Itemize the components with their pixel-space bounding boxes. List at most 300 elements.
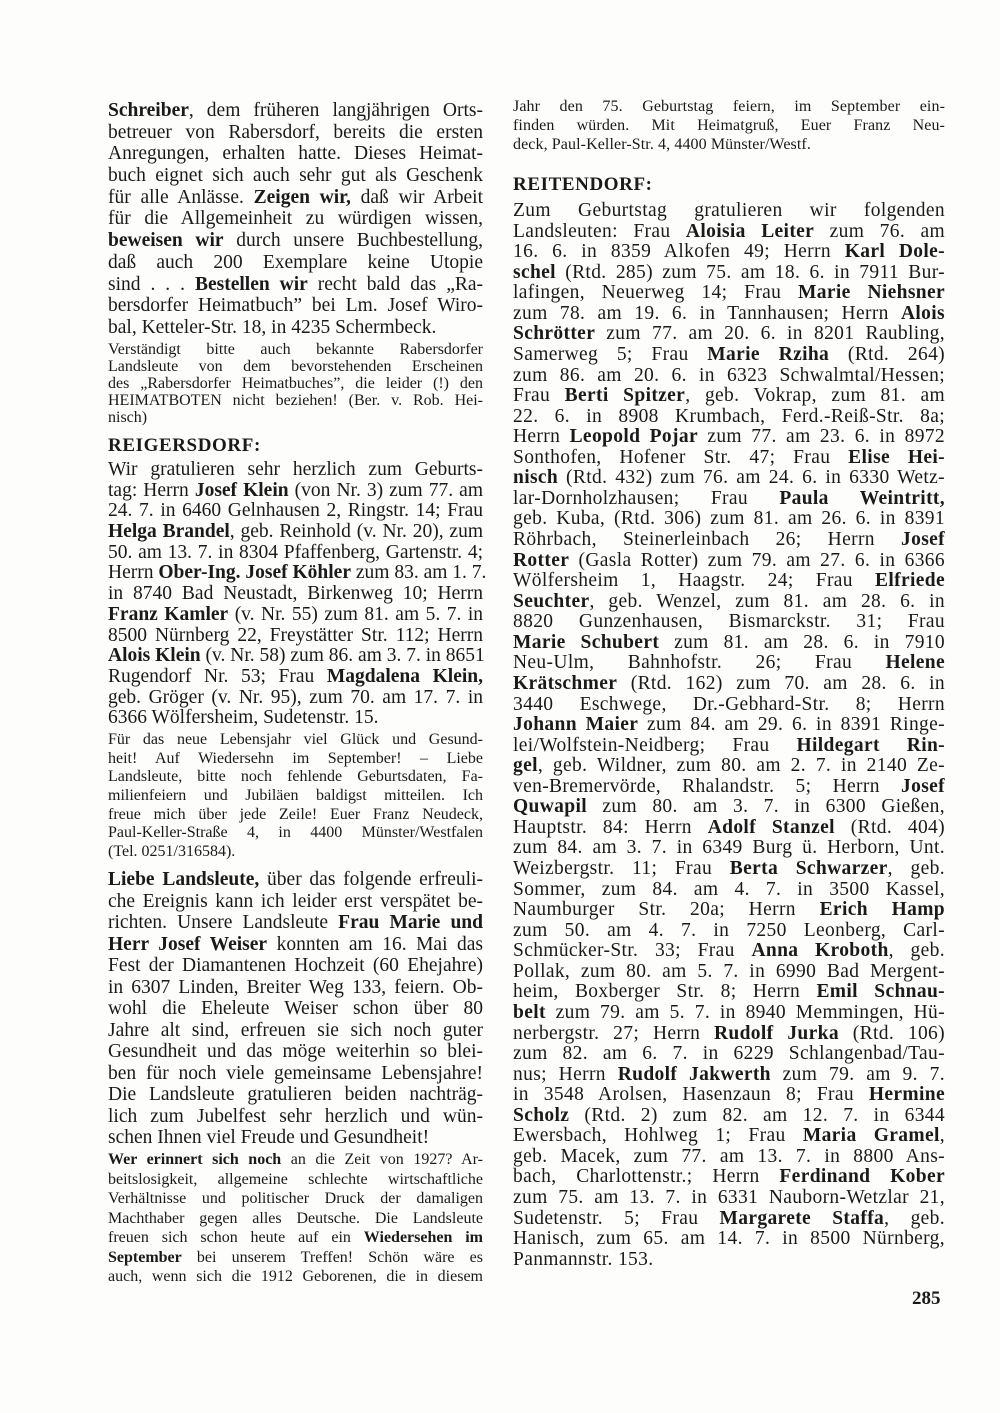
text-line xyxy=(108,1020,483,1042)
text-run: Frau xyxy=(513,385,565,407)
text-run: Jahr den 75. Geburtstag feiern, im September ein- xyxy=(513,98,945,115)
text-run: Sudetenstr. 5; Frau xyxy=(513,1207,720,1229)
text-line xyxy=(513,324,945,345)
text-line xyxy=(108,501,483,522)
text-line xyxy=(108,912,483,934)
section-heading xyxy=(513,173,945,197)
bold-name: Marie Niehsner xyxy=(798,282,945,304)
text-run: Landsleute, bitte noch fehlende Geburtsdaten, Fa- xyxy=(108,768,483,786)
bold-name: Karl Dole- xyxy=(844,241,946,263)
text-run: zum 79. am 5. 7. in 8940 Memmingen, Hü- xyxy=(545,1001,945,1023)
text-run: , geb. xyxy=(884,1207,945,1229)
text-line xyxy=(108,481,483,502)
text-line xyxy=(108,1267,483,1287)
text-run: zum 84. am 29. 6. in 8391 Ringe- xyxy=(638,714,945,736)
text-line xyxy=(513,468,945,489)
text-line xyxy=(513,1147,945,1168)
bold-name: Frau Marie und xyxy=(338,912,483,933)
text-run: in 3548 Arolsen, Hasenzaun 8; Frau xyxy=(513,1084,869,1106)
text-line xyxy=(513,97,945,116)
text-line xyxy=(513,921,945,942)
text-line xyxy=(108,998,483,1020)
text-line xyxy=(108,806,483,825)
text-run: richten. Unsere Landsleute xyxy=(108,912,339,933)
text-run: Zum Geburtstag gratulieren wir folgenden xyxy=(513,200,945,221)
text-line xyxy=(513,695,945,716)
text-run: Die Landsleute gratulieren beiden nachträg- xyxy=(108,1084,483,1105)
text-line xyxy=(108,375,483,392)
text-line xyxy=(108,295,483,317)
bold-name: Rotter xyxy=(513,549,570,571)
text-line xyxy=(513,982,945,1003)
text-line xyxy=(513,242,945,263)
text-run: 8820 Gunzenhausen, Bismarckstr. 31; Frau xyxy=(513,611,945,633)
text-line xyxy=(513,838,945,859)
text-line xyxy=(513,1250,945,1271)
text-line xyxy=(108,1209,483,1229)
text-run: Herrn xyxy=(108,562,159,584)
text-line xyxy=(108,1228,483,1248)
bold-name: Herr Josef Weiser xyxy=(108,933,268,955)
text-run: lei/Wolfstein-Neidberg; Frau xyxy=(513,734,797,756)
bold-name: Maria Gramel xyxy=(802,1125,940,1147)
text-run: schen Ihnen viel Freude und Gesundheit! xyxy=(108,1127,430,1148)
text-line xyxy=(108,934,483,956)
bold-name: Rudolf Jakwerth xyxy=(617,1063,771,1085)
text-line xyxy=(108,824,483,843)
text-line xyxy=(513,818,945,839)
text-run: ven-Bremervörde, Rhalandstr. 5; Herrn xyxy=(513,775,901,797)
text-run: zum 77. am 23. 6. in 8972 xyxy=(697,426,945,448)
bold-name: schel xyxy=(513,261,556,283)
text-run: , geb. Wenzel, zum 81. am 28. 6. in xyxy=(589,590,945,612)
text-run: ben für noch viele gemeinsame Lebensjahre! xyxy=(108,1062,483,1084)
text-line xyxy=(513,633,945,654)
text-run: des „Rabersdorfer Heimatbuches”, die leider (!) den xyxy=(108,375,483,392)
text-line xyxy=(513,1106,945,1127)
bold-name: Rudolf Jurka xyxy=(713,1022,839,1044)
text-run: für alle Anlässe. xyxy=(108,186,254,208)
bold-name: Magdalena Klein, xyxy=(326,665,484,687)
text-run: für die Allgemeinheit zu würdigen wissen, xyxy=(108,208,483,230)
text-line xyxy=(513,674,945,695)
text-line xyxy=(108,187,483,209)
text-line xyxy=(513,551,945,572)
text-run: , geb. xyxy=(887,858,945,879)
bold-name: gel xyxy=(513,755,538,777)
bold-name: Paula Weintritt, xyxy=(779,487,945,509)
text-run: Landsleute von dem bevorstehenden Erscheinen xyxy=(108,358,483,375)
bold-name: Helene xyxy=(885,652,945,674)
text-run: Anregungen, erhalten hatte. Dieses Heimat- xyxy=(108,143,483,165)
text-line xyxy=(108,165,483,187)
text-line xyxy=(513,427,945,448)
text-run: zum 50. am 4. 7. in 7250 Leonberg, Carl- xyxy=(513,919,945,941)
text-run: (Rtd. 264) xyxy=(829,343,946,365)
bold-name: Josef xyxy=(901,529,945,550)
text-line xyxy=(108,317,483,339)
text-run: bach, Charlottenstr.; Herrn xyxy=(513,1166,780,1188)
text-run: (v. Nr. 58) zum 86. am 3. 7. in 8651 xyxy=(200,645,485,667)
text-run: zum 80. am 3. 7. in 6300 Gießen, xyxy=(586,796,945,818)
text-run: konnten am 16. Mai das xyxy=(267,933,483,955)
bold-name: belt xyxy=(513,1001,546,1023)
bold-name: Emil Schnau- xyxy=(816,981,945,1003)
text-line xyxy=(108,562,487,584)
text-run: Fest der Diamantenen Hochzeit (60 Ehejahre) xyxy=(108,955,483,976)
text-run: , geb. Wildner, zum 80. am 2. 7. in 2140 Ze- xyxy=(537,755,945,777)
text-run: HEIMATBOTEN nicht beziehen! (Ber. v. Rob. Hei- xyxy=(108,392,483,409)
text-line xyxy=(513,448,945,469)
text-line xyxy=(108,392,483,409)
text-line xyxy=(513,736,945,757)
text-line xyxy=(513,366,945,387)
text-run: betreuer von Rabersdorf, bereits die ersten xyxy=(108,121,483,143)
bold-name: Hildegart Rin- xyxy=(796,734,946,756)
text-block xyxy=(108,869,483,1149)
text-line xyxy=(513,1167,945,1188)
text-run: (Rtd. 432) zum 76. am 24. 6. in 6330 Wetz- xyxy=(558,467,945,489)
text-line xyxy=(108,122,483,144)
text-line xyxy=(108,955,483,977)
text-run: zum 83. am 1. 7. xyxy=(351,562,487,584)
text-run: auch, wenn sich die 1912 Geborenen, die in diesem xyxy=(108,1268,483,1285)
text-run: lar-Dornholzhausen; Frau xyxy=(513,487,780,509)
text-line xyxy=(513,116,945,135)
text-run: in 8740 Bad Neustadt, Birkenweg 10; Herrn xyxy=(108,583,483,605)
text-run: Herrn xyxy=(513,426,570,448)
text-line xyxy=(513,407,945,428)
text-run: Gesundheit und das möge weiterhin so blei- xyxy=(108,1041,483,1062)
bold-name: Liebe Landsleute, xyxy=(108,869,260,890)
text-line xyxy=(513,1229,945,1250)
text-run: Weizbergstr. 11; Frau xyxy=(513,858,730,879)
bold-name: Bestellen wir xyxy=(194,273,308,295)
text-line xyxy=(108,434,483,458)
text-line xyxy=(108,1189,483,1209)
text-run: REITENDORF: xyxy=(513,174,653,195)
text-run: tag: Herrn xyxy=(108,479,195,501)
text-line xyxy=(513,530,945,551)
text-line xyxy=(108,584,483,605)
bold-name: Marie Schubert xyxy=(513,631,660,653)
text-run: (Rtd. 106) xyxy=(838,1022,946,1044)
bold-name: Leopold Pojar xyxy=(569,426,698,448)
text-run: Pollak, zum 80. am 5. 7. in 6990 Bad Mergent- xyxy=(513,960,945,982)
text-run: (Rtd. 162) zum 70. am 28. 6. in xyxy=(617,672,945,694)
text-run: 16. 6. in 8359 Alkofen 49; Herrn xyxy=(513,241,845,263)
text-line xyxy=(513,1024,945,1045)
text-line xyxy=(108,230,483,252)
text-run: (Rtd. 2) zum 82. am 12. 7. in 6344 xyxy=(569,1104,945,1126)
text-run: Ewersbach, Hohlweg 1; Frau xyxy=(513,1125,803,1147)
section-heading xyxy=(108,434,483,458)
text-line xyxy=(108,626,483,647)
text-run: wohl die Eheleute Weiser schon über 80 xyxy=(108,998,483,1019)
text-line xyxy=(513,1209,945,1230)
text-run: Sonthofen, Hofener Str. 47; Frau xyxy=(513,446,849,468)
text-run: bersdorfer Heimatbuch” bei Lm. Josef Wiro- xyxy=(108,295,483,317)
text-line xyxy=(513,509,945,530)
text-run: nerbergstr. 27; Herrn xyxy=(513,1022,714,1044)
text-line xyxy=(108,768,483,787)
text-line xyxy=(108,646,483,667)
text-run: zum 78. am 19. 6. in Tannhausen; Herrn xyxy=(513,302,901,324)
bold-name: Aloisia Leiter xyxy=(685,220,815,242)
text-run: daß wir Arbeit xyxy=(350,186,484,208)
text-line xyxy=(513,283,945,304)
bold-name: Helga Brandel xyxy=(108,521,230,543)
text-line xyxy=(513,201,945,222)
bold-name: beweisen wir xyxy=(108,230,224,252)
text-line xyxy=(108,750,483,769)
text-run: Sommer, zum 84. am 4. 7. in 3500 Kassel, xyxy=(513,878,945,900)
bold-name: Seuchter xyxy=(513,590,590,612)
text-line xyxy=(108,787,483,806)
text-run: zum 86. am 20. 6. in 6323 Schwalmtal/Hessen; xyxy=(513,364,945,386)
text-run: durch unsere Buchbestellung, xyxy=(223,230,483,252)
text-line xyxy=(513,263,945,284)
bold-name: Schreiber xyxy=(108,100,189,121)
text-run: , dem früheren langjährigen Orts- xyxy=(188,100,483,121)
text-run: (Gasla Rotter) zum 79. am 27. 6. in 6366 xyxy=(569,549,945,571)
bold-name: Schrötter xyxy=(513,323,596,345)
page-number: 285 xyxy=(912,1288,941,1309)
text-line xyxy=(513,1003,945,1024)
text-run: zum 81. am 28. 6. in 7910 xyxy=(659,631,945,653)
text-run: 6366 Wölfersheim, Sudetenstr. 15. xyxy=(108,707,379,729)
text-line xyxy=(513,386,945,407)
text-line xyxy=(513,756,945,777)
text-run: deck, Paul-Keller-Str. 4, 4400 Münster/Westf. xyxy=(513,136,811,153)
text-line xyxy=(513,571,945,592)
text-block xyxy=(108,459,487,729)
text-line xyxy=(108,688,483,709)
text-run: Hauptstr. 84: Herrn xyxy=(513,816,708,838)
text-line xyxy=(108,1248,483,1268)
text-line xyxy=(108,208,483,230)
text-run: nus; Herrn xyxy=(513,1063,618,1085)
text-run: an die Zeit von 1927? Ar- xyxy=(281,1151,484,1168)
bold-name: Hermine xyxy=(868,1084,945,1106)
text-line xyxy=(513,1085,945,1106)
text-block xyxy=(108,1150,483,1287)
text-line xyxy=(513,859,945,880)
text-line xyxy=(513,1044,945,1065)
bold-name: Adolf Stanzel xyxy=(707,816,835,838)
bold-name: Marie Rziha xyxy=(707,343,830,365)
text-run: zum 76. am xyxy=(814,220,946,242)
text-run: zum 77. am 20. 6. in 8201 Raubling, xyxy=(595,323,945,345)
text-run: Paul-Keller-Straße 4, in 4400 Münster/Westfalen xyxy=(108,824,483,842)
text-run: zum 84. am 3. 7. in 6349 Burg ü. Herborn, Unt. xyxy=(513,837,945,859)
text-line xyxy=(108,891,483,913)
text-run: recht bald das „Ra- xyxy=(307,273,484,295)
text-run: bei unserem Treffen! Schön wäre es xyxy=(181,1248,483,1266)
bold-name: Franz Kamler xyxy=(108,603,229,625)
text-line xyxy=(108,1063,483,1085)
bold-name: Anna Kroboth xyxy=(751,940,889,962)
text-line xyxy=(108,543,483,564)
text-run: (Rtd. 404) xyxy=(834,816,945,838)
text-run: 50. am 13. 7. in 8304 Pfaffenberg, Gartenstr. 4; xyxy=(108,541,483,563)
text-run: Jahre alt sind, erfreuen sie sich noch guter xyxy=(108,1019,483,1041)
text-block xyxy=(513,201,945,1270)
text-block xyxy=(108,731,483,862)
text-line xyxy=(513,1126,945,1147)
text-run: heit! Auf Wiedersehn im September! – Liebe xyxy=(108,749,483,767)
text-line xyxy=(108,843,483,862)
bold-name: Scholz xyxy=(513,1104,570,1126)
text-line xyxy=(513,653,945,674)
text-run: heim, Boxberger Str. 8; Herrn xyxy=(513,981,817,1003)
text-run: 24. 7. in 6460 Gelnhausen 2, Ringstr. 14; Frau xyxy=(108,500,483,522)
text-line xyxy=(513,1065,945,1086)
text-line xyxy=(108,274,483,296)
text-run: Wölfersheim 1, Haagstr. 24; Frau xyxy=(513,570,876,592)
text-line xyxy=(108,143,483,165)
text-run: 22. 6. in 8908 Krumbach, Ferd.-Reiß-Str. 8a; xyxy=(513,405,945,427)
text-run: Verständigt bitte auch bekannte Rabersdorfer xyxy=(108,341,483,358)
text-run: geb. Macek, zum 77. am 13. 7. in 8800 Ans- xyxy=(513,1145,945,1167)
text-run: , geb. Vokrap, zum 81. am xyxy=(685,385,945,407)
text-run: sind . . . xyxy=(108,273,195,295)
text-line xyxy=(108,358,483,375)
text-line xyxy=(108,977,483,999)
text-run: REIGERSDORF: xyxy=(108,435,261,456)
text-run: (Rtd. 285) zum 75. am 18. 6. in 7911 Bur- xyxy=(555,261,945,283)
text-run: Verhältnisse und politischer Druck der damaligen xyxy=(108,1190,483,1207)
text-run: Landsleuten: Frau xyxy=(513,220,686,242)
bold-name: Alois xyxy=(900,302,945,324)
text-line xyxy=(108,1041,483,1063)
bold-name: Erich Hamp xyxy=(819,899,945,921)
text-run: Röhrbach, Steinerleinbach 26; Herrn xyxy=(513,529,901,550)
text-line xyxy=(513,489,945,510)
bold-name: Elise Hei- xyxy=(848,446,945,468)
text-line xyxy=(108,522,483,543)
text-line xyxy=(108,1106,483,1128)
text-run: Hanisch, zum 65. am 14. 7. in 8500 Nürnberg, xyxy=(513,1228,945,1250)
bold-name: Alois Klein xyxy=(108,645,201,667)
bold-name: nisch xyxy=(513,467,559,489)
text-run: Panmannstr. 153. xyxy=(513,1248,654,1270)
text-line xyxy=(108,1127,483,1149)
text-run: Samerweg 5; Frau xyxy=(513,343,708,365)
text-line xyxy=(108,869,483,891)
text-line xyxy=(108,341,483,358)
text-line xyxy=(513,135,945,154)
text-line xyxy=(513,345,945,366)
text-line xyxy=(108,708,483,729)
text-block xyxy=(108,341,483,426)
text-line xyxy=(108,1170,483,1190)
text-line xyxy=(108,252,483,274)
text-line xyxy=(513,304,945,325)
text-run: , xyxy=(939,1125,945,1147)
text-run: daß auch 200 Exemplare keine Utopie xyxy=(108,251,483,273)
bold-name: Berti Spitzer xyxy=(564,385,686,407)
bold-name: Josef xyxy=(901,775,945,797)
text-run: che Ereignis kann ich leider erst verspätet be- xyxy=(108,890,483,912)
text-line xyxy=(108,100,483,122)
text-block xyxy=(513,97,945,154)
text-run: freuen sich schon heute auf ein xyxy=(108,1229,364,1246)
text-block xyxy=(108,100,483,339)
bold-name: September xyxy=(108,1248,182,1266)
text-run: Neu-Ulm, Bahnhofstr. 26; Frau xyxy=(513,652,886,674)
text-line xyxy=(513,1188,945,1209)
text-run: (Tel. 0251/316584). xyxy=(108,843,236,861)
text-run: nisch) xyxy=(108,409,148,426)
text-run: (v. Nr. 55) zum 81. am 5. 7. in xyxy=(228,603,483,625)
text-run: in 6307 Linden, Breiter Weg 133, feiern. Ob- xyxy=(108,976,483,998)
text-run: (von Nr. 3) zum 77. am xyxy=(288,479,484,501)
bold-name: Quwapil xyxy=(513,796,587,818)
text-line xyxy=(513,941,945,962)
text-run: Schmücker-Str. 33; Frau xyxy=(513,940,752,962)
text-run: über das folgende erfreuli- xyxy=(259,869,483,890)
text-run: Wir gratulieren sehr herzlich zum Geburts- xyxy=(108,459,483,480)
bold-name: Krätschmer xyxy=(513,672,618,694)
text-line xyxy=(513,715,945,736)
text-run: Für das neue Lebensjahr viel Glück und Gesund- xyxy=(108,731,483,748)
text-run: Rugendorf Nr. 53; Frau xyxy=(108,665,327,687)
text-run: freue mich über jede Zeile! Euer Franz Neudeck, xyxy=(108,805,483,823)
text-line xyxy=(513,797,945,818)
text-run: lafingen, Neuerweg 14; Frau xyxy=(513,282,799,304)
text-run: beitslosigkeit, allgemeine schlechte wirtschaftliche xyxy=(108,1170,483,1188)
text-run: geb. Gröger (v. Nr. 95), zum 70. am 17. 7. in xyxy=(108,686,483,708)
text-run: zum 79. am 9. 7. xyxy=(770,1063,945,1085)
text-line xyxy=(513,962,945,983)
text-run: milienfeiern und Jubiläen baldigst mitteilen. Ich xyxy=(108,787,483,805)
text-run: , geb. xyxy=(888,940,945,962)
text-line xyxy=(108,1150,483,1170)
text-run: Machthaber gegen alles Deutsche. Die Landsleute xyxy=(108,1209,483,1227)
text-run: zum 82. am 6. 7. in 6229 Schlangenbad/Tau- xyxy=(513,1043,945,1065)
bold-name: Josef Klein xyxy=(194,479,289,501)
text-line xyxy=(513,900,945,921)
bold-name: Ferdinand Kober xyxy=(779,1166,945,1188)
text-run: geb. Kuba, (Rtd. 306) zum 81. am 26. 6. in 8391 xyxy=(513,508,945,530)
bold-name: Margarete Staffa xyxy=(719,1207,885,1229)
text-line xyxy=(513,592,945,613)
text-run: finden würden. Mit Heimatgruß, Euer Franz Neu- xyxy=(513,117,945,134)
bold-name: Zeigen wir, xyxy=(253,186,351,208)
text-run: Naumburger Str. 20a; Herrn xyxy=(513,899,820,921)
text-line xyxy=(513,173,945,197)
bold-name: Wer erinnert sich noch xyxy=(108,1151,282,1168)
text-run: 3440 Eschwege, Dr.-Gebhard-Str. 8; Herrn xyxy=(513,693,945,715)
text-line xyxy=(513,777,945,798)
bold-name: Elfriede xyxy=(875,570,945,592)
text-line xyxy=(108,605,483,626)
text-run: zum 75. am 13. 7. in 6331 Nauborn-Wetzlar 21, xyxy=(513,1187,945,1208)
text-line xyxy=(513,880,945,901)
text-run: 8500 Nürnberg 22, Freystätter Str. 112; Herrn xyxy=(108,624,483,646)
bold-name: Wiedersehen im xyxy=(363,1229,484,1246)
text-run: bal, Ketteler-Str. 18, in 4235 Schermbeck. xyxy=(108,316,437,338)
text-run: lich zum Jubelfest sehr herzlich und wün- xyxy=(108,1105,483,1127)
text-line xyxy=(108,731,483,750)
text-line xyxy=(108,460,483,481)
text-line xyxy=(108,1084,483,1106)
bold-name: Ober-Ing. Josef Köhler xyxy=(158,562,351,584)
text-line xyxy=(108,667,483,688)
bold-name: Johann Maier xyxy=(513,714,639,736)
text-line xyxy=(108,409,483,426)
